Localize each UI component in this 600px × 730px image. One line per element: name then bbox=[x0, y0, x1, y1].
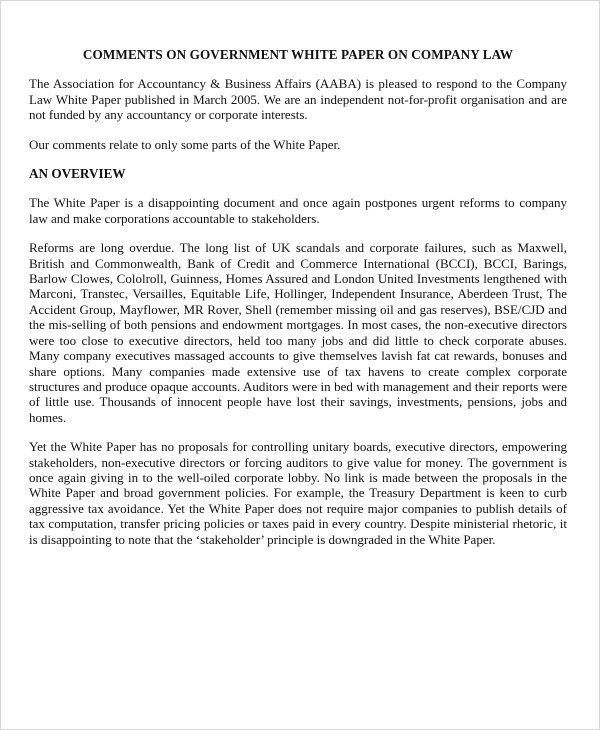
document-title: COMMENTS ON GOVERNMENT WHITE PAPER ON COMPANY LAW bbox=[82, 47, 514, 62]
document-content bbox=[29, 47, 567, 561]
overview-paragraph: Yet the White Paper has no proposals for controlling unitary boards, executive directors, empowering stakeholders, non-executive directors or forcing auditors to give value for money. The government is once again giving in to the well-oiled corporate lobby. No link is made between the proposals in the White Paper and broad government policies. For example, the Treasury Department is keen to curb aggressive tax avoidance. Yet the White Paper does not require major companies to publish details of tax computation, transfer pricing policies or taxes paid in every country. Despite ministerial rhetoric, it is disappointing to note that the ‘stakeholder’ principle is downgraded in the White Paper. bbox=[29, 439, 567, 547]
section-heading-overview: AN OVERVIEW bbox=[29, 166, 126, 182]
overview-paragraph: The White Paper is a disappointing document and once again postpones urgent reforms to company law and make corporations accountable to stakeholders. bbox=[29, 195, 567, 226]
intro-paragraph: Our comments relate to only some parts of the White Paper. bbox=[29, 136, 341, 152]
overview-paragraph: Reforms are long overdue. The long list of UK scandals and corporate failures, such as Maxwell, British and Commonwealth, Bank of Credit and Commerce International (BCCI), BCCI, Barings, Barlow Clowes, Cololroll, Guinness, Homes Assured and London United Investments lengthened with Marconi, Transtec, Versailles, Equitable Life, Hollinger, Independent Insurance, Aberdeen Trust, The Accident Group, Mayflower, MR Rover, Shell (remember missing oil and gas reserves), BSE/CJD and the mis-selling of both pensions and endowment mortgages. In most cases, the non-executive directors were too close to executive directors, held too many jobs and did little to check corporate abuses. Many company executives massaged accounts to give themselves lavish fat cat rewards, bonuses and share options. Many companies made extensive use of tax havens to create complex corporate structures and produce opaque accounts. Auditors were in bed with management and their reports were of little use. Thousands of innocent people have lost their savings, investments, pensions, jobs and homes. bbox=[29, 240, 567, 425]
intro-paragraph: The Association for Accountancy & Business Affairs (AABA) is pleased to respond to the Company Law White Paper published in March 2005. We are an independent not-for-profit organisation and are not funded by any accountancy or corporate interests. bbox=[29, 76, 567, 123]
